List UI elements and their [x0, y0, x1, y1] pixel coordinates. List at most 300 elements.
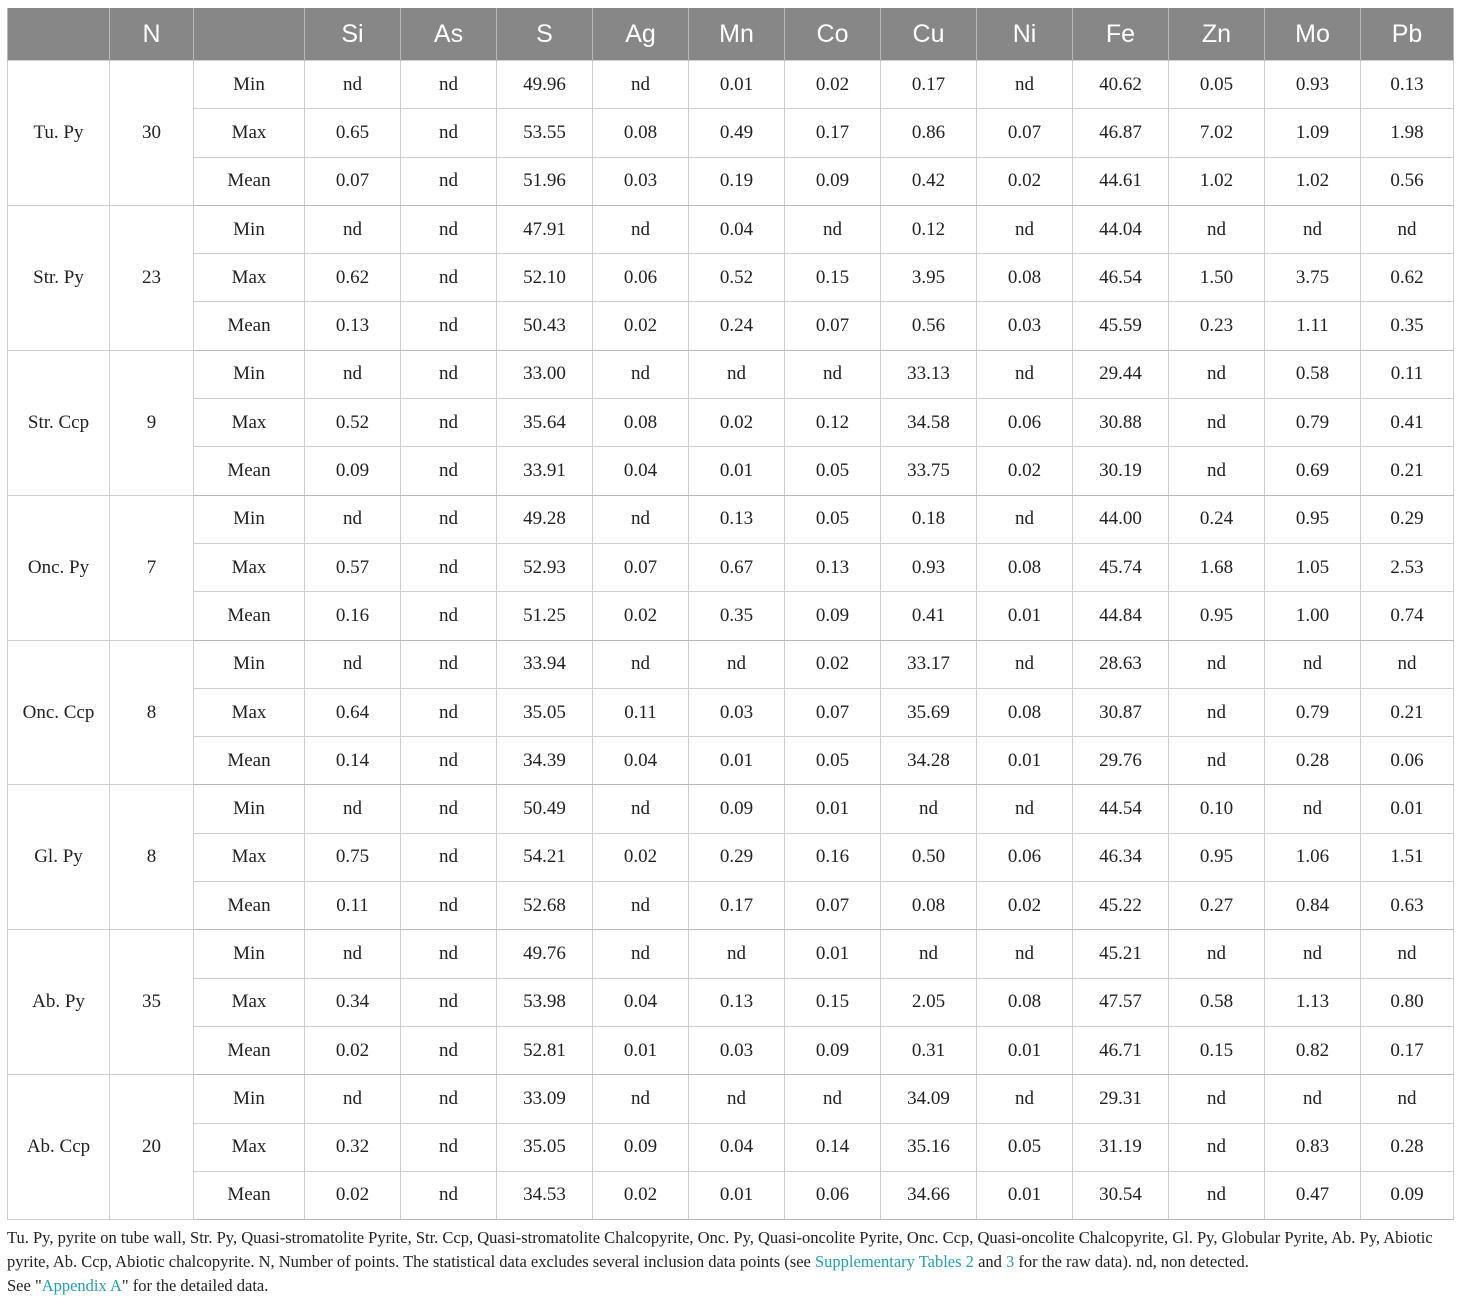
value-cell-as: nd	[401, 205, 497, 253]
group-n: 30	[110, 61, 194, 206]
value-cell-as: nd	[401, 1026, 497, 1074]
table-body	[8, 61, 1454, 1220]
value-cell-cu: nd	[881, 785, 977, 833]
value-cell-si: 0.65	[305, 109, 401, 157]
header-element-pb: Pb	[1361, 8, 1454, 61]
value-cell-co: nd	[785, 350, 881, 398]
value-cell-zn: 0.10	[1169, 785, 1265, 833]
value-cell-si: 0.75	[305, 833, 401, 881]
value-cell-pb: 0.28	[1361, 1123, 1454, 1171]
value-cell-ni: 0.06	[977, 399, 1073, 447]
value-cell-cu: 0.50	[881, 833, 977, 881]
value-cell-si: nd	[305, 61, 401, 109]
value-cell-ni: 0.02	[977, 882, 1073, 930]
value-cell-mo: 0.83	[1265, 1123, 1361, 1171]
value-cell-ni: nd	[977, 350, 1073, 398]
value-cell-zn: 0.27	[1169, 882, 1265, 930]
value-cell-zn: nd	[1169, 737, 1265, 785]
value-cell-s: 47.91	[497, 205, 593, 253]
value-cell-co: 0.05	[785, 737, 881, 785]
value-cell-mo: 0.79	[1265, 688, 1361, 736]
value-cell-ni: 0.02	[977, 157, 1073, 205]
table-row	[8, 785, 1454, 833]
value-cell-ag: nd	[593, 1075, 689, 1123]
value-cell-si: 0.14	[305, 737, 401, 785]
stat-label: Max	[194, 543, 305, 591]
value-cell-ag: 0.07	[593, 543, 689, 591]
value-cell-ag: 0.06	[593, 254, 689, 302]
header-element-ag: Ag	[593, 8, 689, 61]
value-cell-fe: 44.04	[1073, 205, 1169, 253]
value-cell-s: 34.39	[497, 737, 593, 785]
header-element-co: Co	[785, 8, 881, 61]
value-cell-zn: nd	[1169, 447, 1265, 495]
value-cell-ag: 0.04	[593, 447, 689, 495]
value-cell-mo: 1.06	[1265, 833, 1361, 881]
data-table-container	[7, 8, 1453, 1220]
value-cell-pb: 0.11	[1361, 350, 1454, 398]
value-cell-co: 0.07	[785, 882, 881, 930]
value-cell-co: 0.17	[785, 109, 881, 157]
value-cell-cu: 3.95	[881, 254, 977, 302]
value-cell-ag: nd	[593, 930, 689, 978]
table-row	[8, 1026, 1454, 1074]
value-cell-mo: nd	[1265, 1075, 1361, 1123]
value-cell-si: nd	[305, 205, 401, 253]
value-cell-ag: 0.01	[593, 1026, 689, 1074]
value-cell-ni: nd	[977, 205, 1073, 253]
table-row	[8, 688, 1454, 736]
value-cell-fe: 45.74	[1073, 543, 1169, 591]
value-cell-ni: 0.08	[977, 978, 1073, 1026]
value-cell-ni: 0.08	[977, 254, 1073, 302]
stat-label: Min	[194, 1075, 305, 1123]
table-row	[8, 61, 1454, 109]
table-row	[8, 882, 1454, 930]
value-cell-as: nd	[401, 157, 497, 205]
table-row	[8, 447, 1454, 495]
value-cell-cu: 2.05	[881, 978, 977, 1026]
value-cell-zn: 0.58	[1169, 978, 1265, 1026]
value-cell-mo: 1.11	[1265, 302, 1361, 350]
value-cell-fe: 29.44	[1073, 350, 1169, 398]
value-cell-pb: nd	[1361, 205, 1454, 253]
value-cell-fe: 30.87	[1073, 688, 1169, 736]
stat-label: Max	[194, 978, 305, 1026]
value-cell-cu: 0.17	[881, 61, 977, 109]
value-cell-ag: nd	[593, 495, 689, 543]
value-cell-fe: 40.62	[1073, 61, 1169, 109]
value-cell-zn: 1.50	[1169, 254, 1265, 302]
value-cell-co: 0.13	[785, 543, 881, 591]
value-cell-mo: nd	[1265, 930, 1361, 978]
value-cell-as: nd	[401, 447, 497, 495]
value-cell-mn: nd	[689, 1075, 785, 1123]
value-cell-mo: nd	[1265, 785, 1361, 833]
value-cell-mn: 0.67	[689, 543, 785, 591]
stat-label: Mean	[194, 1026, 305, 1074]
header-group-cell	[8, 8, 110, 61]
header-element-fe: Fe	[1073, 8, 1169, 61]
value-cell-zn: nd	[1169, 399, 1265, 447]
footnote-text-4: See "	[7, 1276, 42, 1295]
supplementary-tables-link[interactable]: Supplementary Tables 2	[815, 1252, 974, 1271]
value-cell-cu: 0.31	[881, 1026, 977, 1074]
value-cell-mn: 0.04	[689, 1123, 785, 1171]
table-row	[8, 737, 1454, 785]
value-cell-mn: 0.03	[689, 1026, 785, 1074]
value-cell-co: 0.09	[785, 592, 881, 640]
value-cell-ag: 0.03	[593, 157, 689, 205]
group-label: Onc. Ccp	[8, 640, 110, 785]
group-n: 20	[110, 1075, 194, 1220]
value-cell-zn: 7.02	[1169, 109, 1265, 157]
value-cell-mn: 0.19	[689, 157, 785, 205]
value-cell-cu: 35.16	[881, 1123, 977, 1171]
value-cell-mn: 0.01	[689, 1171, 785, 1219]
value-cell-mo: nd	[1265, 640, 1361, 688]
value-cell-si: 0.13	[305, 302, 401, 350]
value-cell-pb: 0.01	[1361, 785, 1454, 833]
stat-label: Mean	[194, 157, 305, 205]
value-cell-fe: 45.22	[1073, 882, 1169, 930]
value-cell-s: 50.43	[497, 302, 593, 350]
value-cell-ni: 0.01	[977, 592, 1073, 640]
value-cell-ni: 0.01	[977, 1026, 1073, 1074]
value-cell-s: 53.98	[497, 978, 593, 1026]
value-cell-ni: 0.03	[977, 302, 1073, 350]
value-cell-fe: 44.84	[1073, 592, 1169, 640]
value-cell-co: 0.01	[785, 930, 881, 978]
stat-label: Max	[194, 833, 305, 881]
footnote-text-2: and	[973, 1252, 1007, 1271]
value-cell-co: 0.07	[785, 302, 881, 350]
value-cell-ni: 0.05	[977, 1123, 1073, 1171]
table-row	[8, 254, 1454, 302]
value-cell-as: nd	[401, 833, 497, 881]
value-cell-ag: nd	[593, 882, 689, 930]
value-cell-s: 35.05	[497, 1123, 593, 1171]
value-cell-pb: 0.21	[1361, 688, 1454, 736]
value-cell-pb: nd	[1361, 640, 1454, 688]
value-cell-si: 0.64	[305, 688, 401, 736]
value-cell-cu: 0.56	[881, 302, 977, 350]
value-cell-ni: 0.08	[977, 688, 1073, 736]
value-cell-s: 52.68	[497, 882, 593, 930]
value-cell-fe: 30.19	[1073, 447, 1169, 495]
group-label: Onc. Py	[8, 495, 110, 640]
value-cell-s: 33.94	[497, 640, 593, 688]
value-cell-mn: 0.24	[689, 302, 785, 350]
value-cell-fe: 44.54	[1073, 785, 1169, 833]
value-cell-zn: 1.68	[1169, 543, 1265, 591]
value-cell-mo: 1.13	[1265, 978, 1361, 1026]
value-cell-ag: nd	[593, 61, 689, 109]
value-cell-cu: 0.18	[881, 495, 977, 543]
value-cell-mn: 0.13	[689, 978, 785, 1026]
value-cell-s: 33.91	[497, 447, 593, 495]
value-cell-as: nd	[401, 785, 497, 833]
value-cell-si: 0.07	[305, 157, 401, 205]
value-cell-as: nd	[401, 1075, 497, 1123]
value-cell-as: nd	[401, 109, 497, 157]
value-cell-ag: nd	[593, 350, 689, 398]
table-row	[8, 543, 1454, 591]
value-cell-ag: 0.02	[593, 833, 689, 881]
stat-label: Mean	[194, 592, 305, 640]
value-cell-ag: 0.02	[593, 302, 689, 350]
header-element-ni: Ni	[977, 8, 1073, 61]
value-cell-as: nd	[401, 495, 497, 543]
value-cell-as: nd	[401, 737, 497, 785]
value-cell-s: 53.55	[497, 109, 593, 157]
value-cell-s: 52.93	[497, 543, 593, 591]
value-cell-pb: 0.29	[1361, 495, 1454, 543]
value-cell-fe: 46.71	[1073, 1026, 1169, 1074]
value-cell-ni: nd	[977, 640, 1073, 688]
value-cell-si: nd	[305, 640, 401, 688]
value-cell-as: nd	[401, 930, 497, 978]
value-cell-as: nd	[401, 302, 497, 350]
value-cell-s: 33.09	[497, 1075, 593, 1123]
value-cell-mn: 0.01	[689, 61, 785, 109]
value-cell-cu: 34.09	[881, 1075, 977, 1123]
value-cell-pb: 0.41	[1361, 399, 1454, 447]
value-cell-si: 0.11	[305, 882, 401, 930]
value-cell-pb: 0.06	[1361, 737, 1454, 785]
stat-label: Max	[194, 109, 305, 157]
value-cell-co: nd	[785, 205, 881, 253]
value-cell-co: 0.01	[785, 785, 881, 833]
value-cell-mo: 0.82	[1265, 1026, 1361, 1074]
value-cell-co: 0.05	[785, 495, 881, 543]
value-cell-pb: 0.74	[1361, 592, 1454, 640]
value-cell-fe: 28.63	[1073, 640, 1169, 688]
value-cell-cu: 0.93	[881, 543, 977, 591]
value-cell-s: 35.05	[497, 688, 593, 736]
value-cell-mo: 0.69	[1265, 447, 1361, 495]
value-cell-as: nd	[401, 640, 497, 688]
value-cell-mn: nd	[689, 640, 785, 688]
value-cell-ni: 0.06	[977, 833, 1073, 881]
value-cell-mn: nd	[689, 930, 785, 978]
value-cell-pb: 0.13	[1361, 61, 1454, 109]
value-cell-zn: 0.24	[1169, 495, 1265, 543]
value-cell-si: nd	[305, 785, 401, 833]
value-cell-co: 0.15	[785, 254, 881, 302]
value-cell-cu: 34.58	[881, 399, 977, 447]
stat-label: Min	[194, 640, 305, 688]
value-cell-mn: 0.29	[689, 833, 785, 881]
stat-label: Min	[194, 785, 305, 833]
value-cell-s: 49.76	[497, 930, 593, 978]
value-cell-si: nd	[305, 350, 401, 398]
value-cell-as: nd	[401, 592, 497, 640]
value-cell-zn: 0.05	[1169, 61, 1265, 109]
stat-label: Max	[194, 399, 305, 447]
value-cell-fe: 44.00	[1073, 495, 1169, 543]
value-cell-s: 34.53	[497, 1171, 593, 1219]
table-row	[8, 205, 1454, 253]
value-cell-zn: nd	[1169, 1123, 1265, 1171]
value-cell-ni: nd	[977, 785, 1073, 833]
value-cell-ag: 0.11	[593, 688, 689, 736]
group-n: 8	[110, 640, 194, 785]
header-element-s: S	[497, 8, 593, 61]
value-cell-ni: 0.02	[977, 447, 1073, 495]
value-cell-zn: nd	[1169, 1171, 1265, 1219]
value-cell-si: nd	[305, 495, 401, 543]
value-cell-s: 49.28	[497, 495, 593, 543]
header-element-si: Si	[305, 8, 401, 61]
value-cell-mo: 0.79	[1265, 399, 1361, 447]
value-cell-ag: nd	[593, 785, 689, 833]
value-cell-mn: 0.49	[689, 109, 785, 157]
group-label: Ab. Ccp	[8, 1075, 110, 1220]
stat-label: Mean	[194, 882, 305, 930]
value-cell-co: 0.16	[785, 833, 881, 881]
value-cell-si: nd	[305, 1075, 401, 1123]
value-cell-cu: nd	[881, 930, 977, 978]
value-cell-cu: 33.75	[881, 447, 977, 495]
value-cell-zn: 0.95	[1169, 592, 1265, 640]
value-cell-s: 49.96	[497, 61, 593, 109]
value-cell-mo: 0.95	[1265, 495, 1361, 543]
value-cell-zn: nd	[1169, 688, 1265, 736]
value-cell-pb: nd	[1361, 1075, 1454, 1123]
value-cell-co: 0.07	[785, 688, 881, 736]
value-cell-si: 0.09	[305, 447, 401, 495]
value-cell-as: nd	[401, 1171, 497, 1219]
value-cell-si: 0.32	[305, 1123, 401, 1171]
value-cell-ag: 0.08	[593, 399, 689, 447]
value-cell-mo: 1.02	[1265, 157, 1361, 205]
value-cell-ni: nd	[977, 61, 1073, 109]
header-element-as: As	[401, 8, 497, 61]
appendix-a-link[interactable]: Appendix A	[41, 1276, 122, 1295]
value-cell-mo: 0.58	[1265, 350, 1361, 398]
value-cell-fe: 31.19	[1073, 1123, 1169, 1171]
group-label: Str. Py	[8, 205, 110, 350]
group-label: Ab. Py	[8, 930, 110, 1075]
value-cell-s: 52.10	[497, 254, 593, 302]
value-cell-as: nd	[401, 543, 497, 591]
value-cell-mo: 1.05	[1265, 543, 1361, 591]
group-n: 23	[110, 205, 194, 350]
value-cell-mn: 0.04	[689, 205, 785, 253]
value-cell-pb: 1.98	[1361, 109, 1454, 157]
value-cell-si: nd	[305, 930, 401, 978]
value-cell-mn: 0.52	[689, 254, 785, 302]
value-cell-ag: 0.04	[593, 978, 689, 1026]
value-cell-pb: 0.09	[1361, 1171, 1454, 1219]
value-cell-zn: 0.15	[1169, 1026, 1265, 1074]
value-cell-mo: 3.75	[1265, 254, 1361, 302]
stat-label: Max	[194, 688, 305, 736]
header-element-mn: Mn	[689, 8, 785, 61]
value-cell-si: 0.02	[305, 1171, 401, 1219]
header-element-cu: Cu	[881, 8, 977, 61]
table-row	[8, 978, 1454, 1026]
value-cell-ag: nd	[593, 205, 689, 253]
value-cell-ag: nd	[593, 640, 689, 688]
value-cell-s: 33.00	[497, 350, 593, 398]
value-cell-ag: 0.02	[593, 592, 689, 640]
value-cell-ag: 0.02	[593, 1171, 689, 1219]
value-cell-pb: 1.51	[1361, 833, 1454, 881]
value-cell-ni: 0.01	[977, 737, 1073, 785]
value-cell-zn: nd	[1169, 1075, 1265, 1123]
value-cell-cu: 33.13	[881, 350, 977, 398]
value-cell-s: 51.25	[497, 592, 593, 640]
value-cell-mn: 0.01	[689, 447, 785, 495]
value-cell-pb: 0.63	[1361, 882, 1454, 930]
value-cell-mn: 0.13	[689, 495, 785, 543]
value-cell-ag: 0.09	[593, 1123, 689, 1171]
value-cell-as: nd	[401, 978, 497, 1026]
value-cell-zn: 0.95	[1169, 833, 1265, 881]
value-cell-mn: 0.03	[689, 688, 785, 736]
value-cell-fe: 30.54	[1073, 1171, 1169, 1219]
value-cell-mn: 0.01	[689, 737, 785, 785]
value-cell-pb: 0.62	[1361, 254, 1454, 302]
value-cell-co: 0.02	[785, 61, 881, 109]
value-cell-co: nd	[785, 1075, 881, 1123]
supplementary-table-3-link[interactable]: 3	[1006, 1252, 1015, 1271]
value-cell-mn: 0.35	[689, 592, 785, 640]
value-cell-mo: 1.09	[1265, 109, 1361, 157]
value-cell-co: 0.06	[785, 1171, 881, 1219]
value-cell-s: 50.49	[497, 785, 593, 833]
value-cell-s: 54.21	[497, 833, 593, 881]
value-cell-fe: 30.88	[1073, 399, 1169, 447]
value-cell-cu: 0.08	[881, 882, 977, 930]
value-cell-cu: 34.66	[881, 1171, 977, 1219]
value-cell-ni: 0.01	[977, 1171, 1073, 1219]
composition-table	[7, 8, 1454, 1220]
value-cell-fe: 29.31	[1073, 1075, 1169, 1123]
value-cell-si: 0.16	[305, 592, 401, 640]
table-row	[8, 157, 1454, 205]
value-cell-cu: 0.42	[881, 157, 977, 205]
value-cell-fe: 46.54	[1073, 254, 1169, 302]
value-cell-cu: 0.86	[881, 109, 977, 157]
value-cell-pb: nd	[1361, 930, 1454, 978]
stat-label: Min	[194, 61, 305, 109]
value-cell-mo: nd	[1265, 205, 1361, 253]
footnote-text-3: for the raw data). nd, non detected.	[1014, 1252, 1249, 1271]
stat-label: Mean	[194, 302, 305, 350]
table-row	[8, 302, 1454, 350]
value-cell-as: nd	[401, 882, 497, 930]
value-cell-co: 0.02	[785, 640, 881, 688]
table-row	[8, 1171, 1454, 1219]
value-cell-mo: 0.28	[1265, 737, 1361, 785]
group-label: Gl. Py	[8, 785, 110, 930]
value-cell-ag: 0.08	[593, 109, 689, 157]
value-cell-mo: 0.47	[1265, 1171, 1361, 1219]
table-row	[8, 109, 1454, 157]
value-cell-mn: nd	[689, 350, 785, 398]
value-cell-ni: 0.07	[977, 109, 1073, 157]
stat-label: Mean	[194, 447, 305, 495]
header-element-mo: Mo	[1265, 8, 1361, 61]
value-cell-mn: 0.17	[689, 882, 785, 930]
value-cell-pb: 0.17	[1361, 1026, 1454, 1074]
group-n: 8	[110, 785, 194, 930]
table-row	[8, 592, 1454, 640]
value-cell-co: 0.09	[785, 157, 881, 205]
